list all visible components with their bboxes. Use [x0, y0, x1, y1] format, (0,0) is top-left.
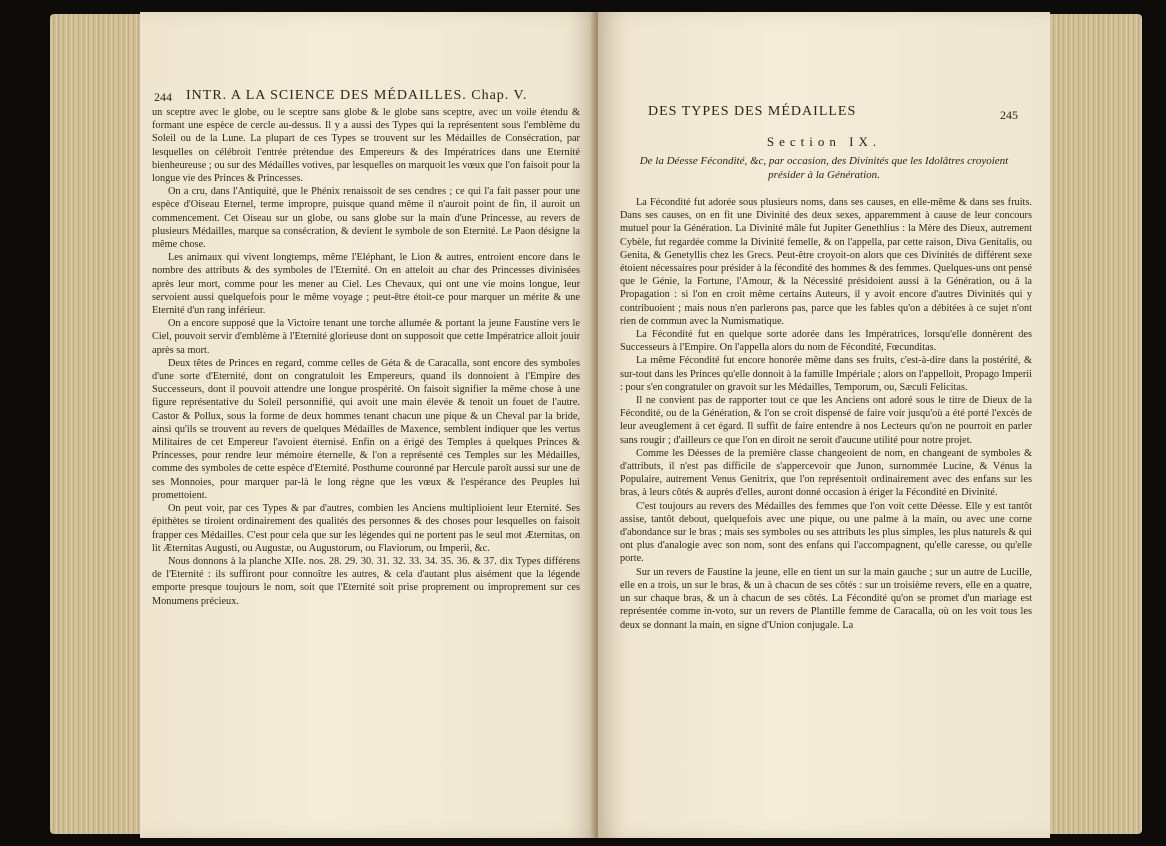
paragraph: La Fécondité fut adorée sous plusieurs noms, dans ses causes, en elle-même & dans ses fruits. Dans ses causes, on en fit une Divinité des deux sexes, apparemment à cause de leur concours mutuel pour la Génération. La Divinité mâle fut Jupiter Genethlius : la Mère des Dieux, autrement Cybèle, fut regardée comme la Divinité femelle, & on l'appella, par cette raison, Diva Genitalis, ou Genita, & Genetyllis chez les Grecs. Peut-être croyoit-on alors que ces Divinités de différent sexe étoient nécessaires pour présider à la fécondité des hommes & des femmes. Quelques-uns ont pensé que le Génie, la Fortune, l'Amour, & la Nécessité présidoient aussi à la Génération, ou à la Propagation : si l'on en croit même certains Auteurs, il y avoit encore d'autres Divinités qui y contribuoient ; mais nous n'en parlerons pas, parce que les fables qu'on a débitées à ce sujet n'ont rien de commun avec la Numismatique. [620, 197, 1032, 327]
section-subtitle: De la Déesse Fécondité, &c, par occasion, des Divinités que les Idolâtres croyoient présider à la Génération. [639, 155, 1009, 181]
paragraph: un sceptre avec le globe, ou le sceptre sans globe & le globe sans sceptre, avec un voile étendu & formant une espèce de cercle au-dessus. Il y a aussi des Types qui la représentent sous l'emblème du Soleil ou de la Lune. La plupart de ces Types se trouvent sur les Médailles de Consécration, par lesquelles on célébroit l'entrée prétendue des Empereurs & des Impératrices dans une Eternité bienheureuse ; ou sur des Médailles votives, par lesquelles on marquoit les vœux que l'on faisoit pour la longue vie des Princes & Princesses. [152, 107, 580, 185]
left-page-text [152, 106, 580, 608]
paragraph: On peut voir, par ces Types & par d'autres, combien les Anciens multiplioient leur Eternité. Ses épithètes se tiroient ordinairement des qualités des personnes & des choses pour lesquelles on faisoit frapper ces Médailles. C'est pour cela que sur les légendes qui ne portent pas le seul mot Æternitas, on lit Æternitas Augusti, ou Augustæ, ou Augustorum, ou Flaviorum, ou Imperii, &c. [152, 503, 580, 554]
paragraph: On a encore supposé que la Victoire tenant une torche allumée & portant la jeune Faustine vers le Ciel, pouvoit servir d'emblème à l'Eternité glorieuse dont on supposoit que cette Impératrice alloit jouir après sa mort. [152, 318, 580, 356]
paragraph: La même Fécondité fut encore honorée même dans ses fruits, c'est-à-dire dans la postérité, & sur-tout dans les Princes qu'elle donnoit à la famille Impériale ; alors on l'appelloit, Propago Imperii : pour s'en congratuler on gravoit sur les Médailles, Temporum, ou, Sæculi Felicitas. [620, 355, 1032, 393]
left-page-edges [50, 14, 142, 834]
running-header-right: DES TYPES DES MÉDAILLES [648, 104, 857, 119]
right-page-text [620, 196, 1032, 632]
paragraph: Il ne convient pas de rapporter tout ce que les Anciens ont adoré sous le titre de Dieux de la Fécondité, ou de la Génération, & l'on se croit dispensé de faire voir jusqu'où a été porté l'excès de leur aveuglement à cet égard. Il suffit de faire entendre à nos Lecteurs qu'on ne pourroit en parler sans rougir ; d'ailleurs ce que l'on en diroit ne seroit d'aucune utilité pour notre projet. [620, 395, 1032, 446]
paragraph: La Fécondité fut en quelque sorte adorée dans les Impératrices, lorsqu'elle donnèrent des Successeurs à l'Empire. On l'appella alors du nom de Fécondité, Fœcunditas. [620, 329, 1032, 354]
right-page [598, 12, 1050, 838]
paragraph: On a cru, dans l'Antiquité, que le Phénix renaissoit de ses cendres ; ce qui l'a fait passer pour une espèce d'Oiseau Eternel, terme impropre, puisque quand même il n'auroit point de fin, il auroit un commencement. Cet Oiseau sur un globe, ou sans globe sur la main d'une Princesse, au revers de plusieurs Médailles, marque sa consécration, & devient le symbole de son Eternité. Le Paon désigne la même chose. [152, 186, 580, 251]
paragraph: Comme les Déesses de la première classe changeoient de nom, en changeant de symboles & d'attributs, il n'est pas difficile de s'appercevoir que Junon, surnommée Lucine, & Vénus la Populaire, autrement Venus Genitrix, que l'on représentoit ordinairement avec des enfans sur les bras, à leurs côtés & auprès d'elles, auront donné occasion à ériger la Fécondité en Divinité. [620, 447, 1032, 499]
page-number-right: 245 [1000, 108, 1018, 122]
right-page-edges [1050, 14, 1142, 834]
paragraph: Les animaux qui vivent longtemps, même l'Eléphant, le Lion & autres, entroient encore dans le nombre des attributs & des symboles de l'Eternité. On en atteloit au char des Princesses divinisées après leur mort, comme pour les mener au Ciel. Les Chevaux, qui ont une vie moins longue, leur servoient aussi quelquefois pour le même voyage ; peut-être étoit-ce pour marquer un mérite & une Eternité d'un rang inférieur. [152, 252, 580, 317]
left-page [140, 12, 595, 838]
page-number-left: 244 [154, 90, 172, 104]
running-header-left: INTR. A LA SCIENCE DES MÉDAILLES. Chap. V. [186, 88, 528, 103]
paragraph: C'est toujours au revers des Médailles des femmes que l'on voit cette Déesse. Elle y est tantôt assise, tantôt debout, quelquefois avec une pique, ou une palme à la main, ou avec une corne d'abondance sur le bras ; mais ses symboles ou ses attributs les plus simples, les plus naturels & qui ont plus d'analogie avec son nom, sont des enfans qui l'accompagnent, qu'elle caresse, ou qu'elle porte. [620, 500, 1032, 565]
paragraph: Nous donnons à la planche XIIe. nos. 28. 29. 30. 31. 32. 33. 34. 35. 36. & 37. dix Types différens de l'Eternité : ils suffiront pour connoître les autres, & cela d'autant plus aisément que la légende emporte presque toujours le nom, soit que l'Eternité soit prise proprement ou improprement sur ces Monumens précieux. [152, 555, 580, 607]
paragraph: Sur un revers de Faustine la jeune, elle en tient un sur la main gauche ; sur un autre de Lucille, elle en a trois, un sur le bras, & un à chacun de ses côtés : sur un troisième revers, elle en a quatre, un sur chaque bras, & un à chacun de ses côtés. La Fécondité qu'on se promet d'un mariage est représentée comme in-voto, sur un revers de Plantille femme de Caracalla, où on les voit tous les deux se donnant la main, en signe d'Union conjugale. La [620, 566, 1032, 631]
paragraph: Deux têtes de Princes en regard, comme celles de Géta & de Caracalla, sont encore des symboles d'une sorte d'Eternité, dont on congratuloit les Empereurs, quand ils donnoient à l'Empire des Successeurs, dont il pouvoit attendre une longue prospérité. On faisoit signifier la même chose à une figure représentative du Soleil personnifié, qui avoit une main élevée & tenoit un fouet de l'autre. Castor & Pollux, sous la forme de deux hommes tenant chacun une pique & un Cheval par la bride, ainsi qu'ils se trouvent au revers de quelques Médailles de Maxence, semblent indiquer que les vertus Militaires de cet Empereur l'avoient éternisé. Enfin on a érigé des Temples à quelques Princes & Princesses, pour rendre leur mémoire éternelle, & l'on a représenté ces Temples sur les Médailles, comme des symboles de cette espèce d'Eternité. Posthume couronné par Hercule paroît aussi sur une de ses Monnoies, pour marquer par-là le long règne que les vœux & l'espérance des Peuples lui promettoient. [152, 357, 580, 501]
section-title: Section IX. [766, 134, 882, 149]
